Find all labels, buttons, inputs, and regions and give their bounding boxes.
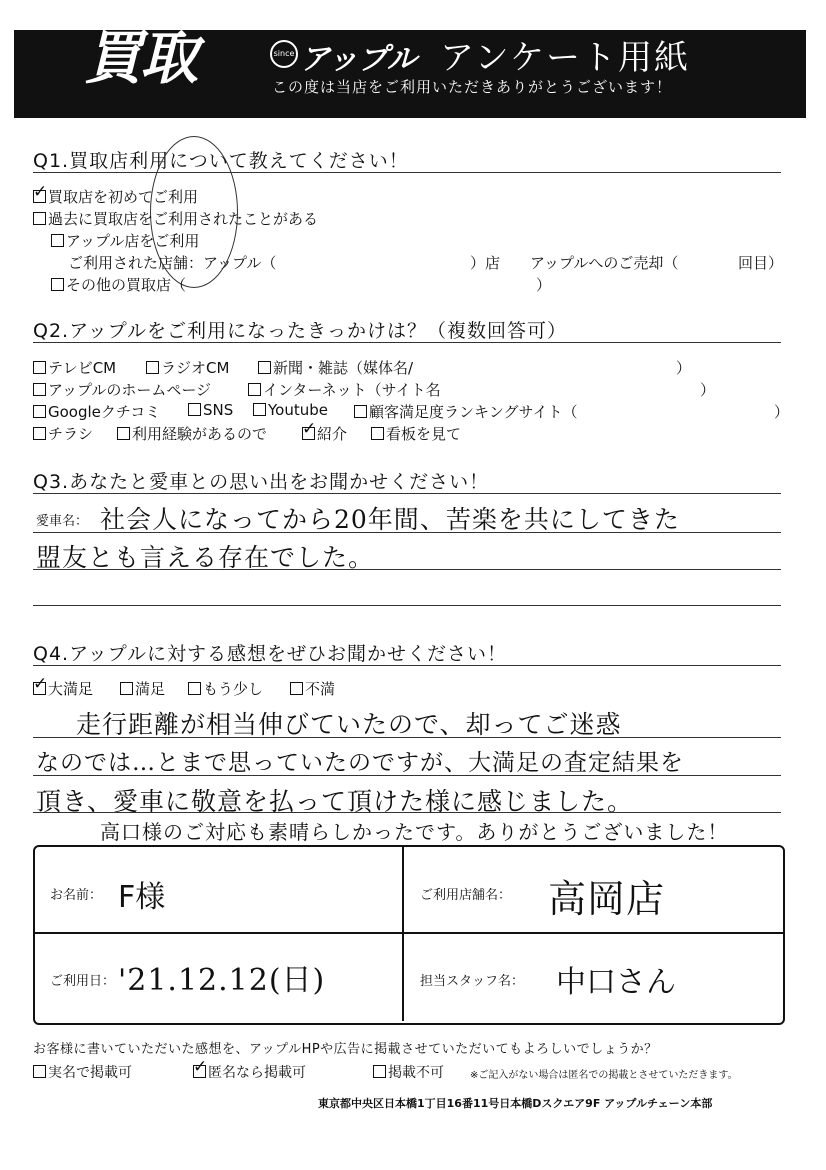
q3-car-label: 愛車名： — [36, 514, 89, 529]
date-value[interactable]: '21.12.12(日) — [118, 963, 326, 998]
apple-logo-icon: since — [270, 40, 298, 68]
q1-option-label: 買取店を初めてご利用 — [48, 188, 199, 206]
q4-answer-line-4: 高口様のご対応も素晴らしかったです。ありがとうございました！ — [100, 820, 729, 844]
checkbox-icon[interactable] — [373, 1065, 386, 1078]
q3-underline — [33, 493, 781, 494]
checkbox-icon[interactable] — [120, 682, 133, 695]
q2-option-sns[interactable] — [188, 401, 233, 419]
checkbox-icon[interactable] — [253, 403, 266, 416]
q2-option-label: インターネット（サイト名 — [263, 381, 441, 399]
q2-option-label: 看板を見て — [386, 425, 462, 443]
checkbox-icon[interactable] — [33, 212, 46, 225]
q1-option-label: 過去に買取店をご利用されたことがある — [48, 210, 319, 228]
q2-option-label: 紹介 — [317, 425, 348, 443]
q2-option-tv[interactable] — [33, 357, 116, 378]
q2-option-signboard[interactable] — [371, 423, 461, 444]
q2-option-label: Youtube — [268, 401, 328, 419]
store-value[interactable]: 高岡店 — [548, 877, 666, 921]
q4-option-very-satisfied[interactable] — [33, 678, 93, 699]
q2-option-news[interactable] — [258, 357, 413, 378]
q1-option-label: アップル店をご利用 — [66, 232, 200, 250]
q4-rule-3 — [33, 812, 781, 813]
q2-option-label: 利用経験があるので — [132, 425, 268, 443]
q1-option-apple-store[interactable] — [51, 230, 199, 251]
q4-underline — [33, 665, 781, 666]
brand-name: アップル — [300, 42, 417, 77]
footer-address: 東京都中央区日本橋1丁目16番11号日本橋Dスクエア9F アップルチェーン本部 — [318, 1097, 713, 1110]
checkbox-icon[interactable] — [33, 1065, 46, 1078]
q2-option-label: 新聞・雑誌（媒体名/ — [273, 359, 414, 377]
store-label: ご利用店舗名： — [420, 888, 512, 903]
q2-option-flyer[interactable] — [33, 423, 93, 444]
name-label: お名前： — [50, 888, 103, 903]
q4-question: Q4.アップルに対する感想をぜひお聞かせください！ — [33, 643, 507, 665]
q4-answer-line-1: 走行距離が相当伸びていたので、却ってご迷惑 — [76, 710, 622, 739]
name-value[interactable]: F様 — [118, 880, 166, 915]
q3-rule-1 — [33, 532, 781, 533]
option-label: 実名で掲載可 — [48, 1065, 132, 1081]
q2-underline — [33, 342, 781, 343]
q2-option-internet[interactable] — [248, 379, 441, 400]
form-title: アンケート用紙 — [440, 38, 690, 78]
q4-option-satisfied[interactable] — [120, 678, 165, 699]
q1-store-suffix: ）店 — [470, 254, 501, 272]
q2-internet-suffix: ） — [700, 381, 716, 399]
q4-option-label: 満足 — [135, 680, 166, 698]
checkbox-checked-icon[interactable] — [33, 190, 46, 203]
q1-underline — [33, 172, 781, 173]
option-no-post[interactable] — [373, 1062, 444, 1082]
q1-sold-count-suffix: 回目） — [738, 254, 784, 272]
q2-option-ranking[interactable] — [354, 401, 578, 422]
checkbox-icon[interactable] — [33, 405, 46, 418]
q2-option-label: Googleクチコミ — [48, 403, 161, 421]
q4-option-label: もう少し — [203, 680, 264, 698]
thanks-message: この度は当店をご利用いただきありがとうございます！ — [272, 78, 673, 96]
q3-rule-2 — [33, 569, 781, 570]
checkbox-icon[interactable] — [51, 234, 64, 247]
checkbox-icon[interactable] — [248, 383, 261, 396]
q2-option-google[interactable] — [33, 401, 160, 422]
checkbox-icon[interactable] — [354, 405, 367, 418]
q2-ranking-suffix: ） — [774, 403, 790, 421]
option-anonymous[interactable] — [193, 1062, 306, 1082]
info-horizontal-divider — [35, 932, 783, 934]
checkbox-icon[interactable] — [33, 383, 46, 396]
q1-question: Q1.買取店利用について教えてください！ — [33, 150, 409, 172]
permission-question: お客様に書いていただいた感想を、アップルHPや広告に掲載させていただいてもよろしいでしょうか？ — [33, 1042, 658, 1057]
checkbox-icon[interactable] — [33, 427, 46, 440]
q1-other-suffix: ） — [536, 276, 552, 294]
kaitori-logo-text: 買取 — [84, 24, 197, 92]
checkbox-checked-icon[interactable] — [302, 427, 315, 440]
checkbox-icon[interactable] — [117, 427, 130, 440]
q2-option-label: チラシ — [48, 425, 94, 443]
date-label: ご利用日： — [50, 974, 116, 989]
q1-used-store-label: ご利用された店舗：アップル（ — [68, 254, 277, 272]
option-label: 匿名なら掲載可 — [208, 1065, 306, 1081]
checkbox-icon[interactable] — [188, 403, 201, 416]
q3-question: Q3.あなたと愛車との思い出をお聞かせください！ — [33, 471, 490, 493]
q2-option-youtube[interactable] — [253, 401, 328, 419]
staff-value[interactable]: 中口さん — [556, 965, 676, 1000]
q2-option-homepage[interactable] — [33, 379, 211, 400]
q2-option-label: SNS — [203, 401, 234, 419]
q1-option-other-store[interactable] — [51, 274, 186, 295]
q2-option-label: ラジオCM — [161, 359, 230, 377]
q3-answer-line-1: 社会人になってから20年間、苦楽を共にしてきた — [100, 505, 680, 534]
info-vertical-divider — [402, 847, 404, 1021]
q2-option-radio[interactable] — [146, 357, 229, 378]
q2-option-label: 顧客満足度ランキングサイト（ — [369, 403, 578, 421]
option-label: 掲載不可 — [388, 1065, 444, 1081]
q3-answer-line-2: 盟友とも言える存在でした。 — [36, 543, 375, 572]
footer-note: ※ご記入がない場合は匿名での掲載とさせていただきます。 — [470, 1070, 738, 1081]
q1-option-label: その他の買取店（ — [66, 276, 187, 294]
q3-rule-3 — [33, 605, 781, 606]
q2-option-experience[interactable] — [117, 423, 267, 444]
checkbox-icon[interactable] — [146, 361, 159, 374]
checkbox-icon[interactable] — [188, 682, 201, 695]
q4-rule-1 — [33, 737, 781, 738]
checkbox-icon[interactable] — [258, 361, 271, 374]
q1-option-used-before[interactable] — [33, 208, 318, 229]
checkbox-icon[interactable] — [290, 682, 303, 695]
q2-option-label: テレビCM — [48, 359, 117, 377]
q2-question: Q2.アップルをご利用になったきっかけは？（複数回答可） — [33, 320, 567, 342]
option-real-name[interactable] — [33, 1062, 132, 1082]
q4-answer-line-3: 頂き、愛車に敬意を払って頂けた様に感じました。 — [36, 787, 634, 816]
q2-option-referral[interactable] — [302, 423, 347, 444]
q4-option-so-so[interactable] — [188, 678, 263, 699]
q1-sold-count-label: アップルへのご売却（ — [530, 254, 679, 272]
q4-option-label: 大満足 — [48, 680, 94, 698]
checkbox-icon[interactable] — [51, 278, 64, 291]
q2-news-suffix: ） — [676, 359, 692, 377]
q4-answer-line-2: なのでは…とまで思っていたのですが、大満足の査定結果を — [36, 750, 684, 776]
checkbox-checked-icon[interactable] — [193, 1065, 206, 1078]
q4-option-label: 不満 — [305, 680, 336, 698]
staff-label: 担当スタッフ名： — [420, 974, 525, 989]
checkbox-checked-icon[interactable] — [33, 682, 46, 695]
checkbox-icon[interactable] — [33, 361, 46, 374]
q4-rule-2 — [33, 775, 781, 776]
checkbox-icon[interactable] — [371, 427, 384, 440]
q2-option-label: アップルのホームページ — [48, 381, 212, 399]
q4-option-unsatisfied[interactable] — [290, 678, 335, 699]
